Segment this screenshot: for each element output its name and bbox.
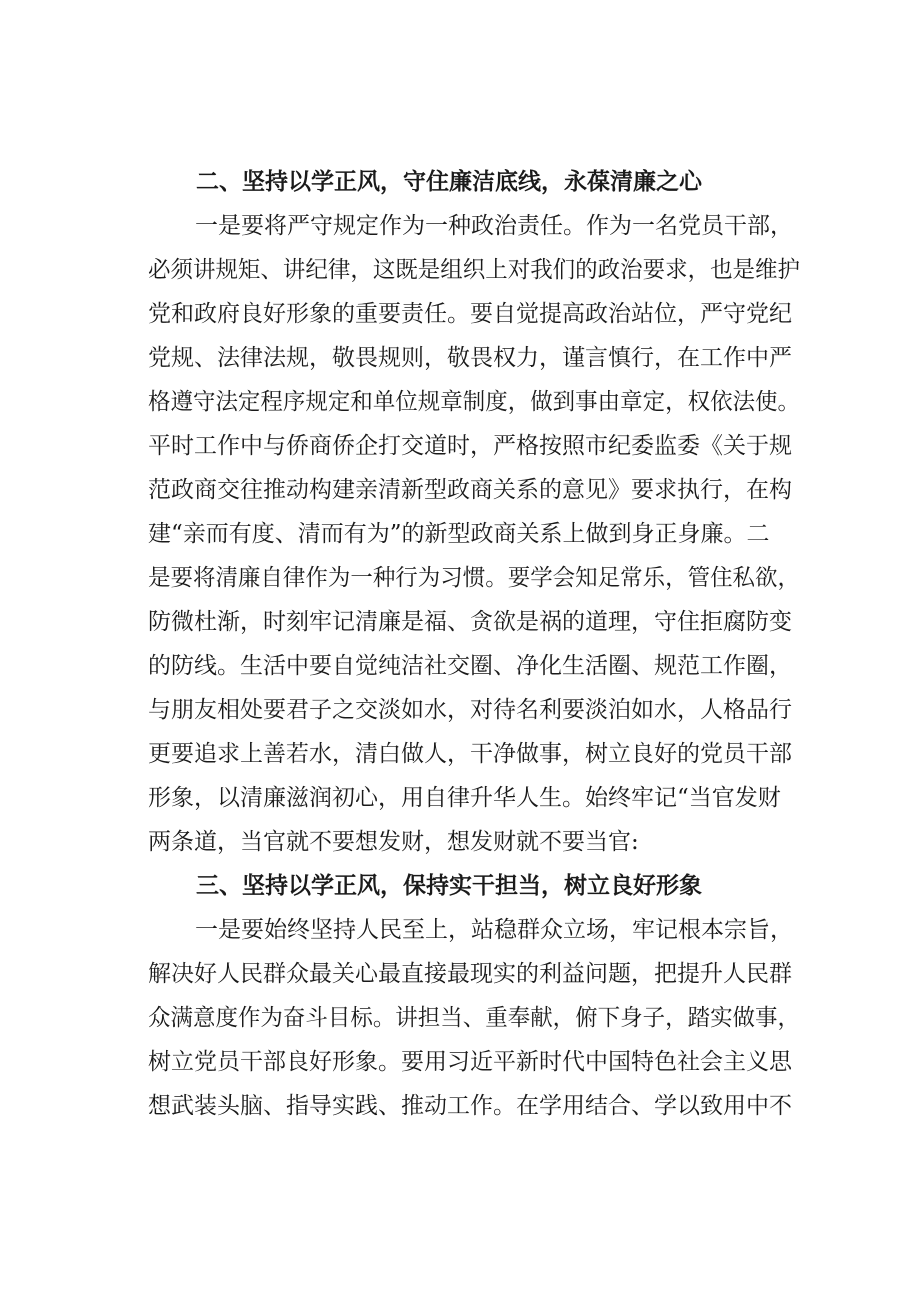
paragraph-line: 建“亲而有度、清而有为”的新型政商关系上做到身正身廉。二 <box>148 521 770 547</box>
section-heading: 三、坚持以学正风，保持实干担当，树立良好形象 <box>196 873 702 899</box>
paragraph-line: 一是要始终坚持人民至上，站稳群众立场，牢记根本宗旨， <box>195 917 793 943</box>
paragraph-line: 想武装头脑、指导实践、推动工作。在学用结合、学以致用中不 <box>148 1093 792 1119</box>
section-heading: 二、坚持以学正风，守住廉洁底线，永葆清廉之心 <box>196 169 702 195</box>
paragraph-line: 解决好人民群众最关心最直接最现实的利益问题，把提升人民群 <box>148 961 792 987</box>
paragraph-line: 更要追求上善若水，清白做人，干净做事，树立良好的党员干部 <box>148 741 792 767</box>
paragraph-line: 党和政府良好形象的重要责任。要自觉提高政治站位，严守党纪 <box>148 301 792 327</box>
paragraph-line: 的防线。生活中要自觉纯洁社交圈、净化生活圈、规范工作圈， <box>148 653 792 679</box>
paragraph-line: 党规、法律法规，敬畏规则，敬畏权力，谨言慎行，在工作中严 <box>148 345 792 371</box>
paragraph-line: 形象，以清廉滋润初心，用自律升华人生。始终牢记“当官发财 <box>148 785 781 811</box>
paragraph-line: 防微杜渐，时刻牢记清廉是福、贪欲是祸的道理，守住拒腐防变 <box>148 609 792 635</box>
paragraph-line: 格遵守法定程序规定和单位规章制度，做到事由章定，权依法使。 <box>148 389 800 415</box>
paragraph-line: 与朋友相处要君子之交淡如水，对待名利要淡泊如水，人格品行 <box>148 697 792 723</box>
paragraph-line: 必须讲规矩、讲纪律，这既是组织上对我们的政治要求，也是维护 <box>148 257 800 283</box>
paragraph-line: 两条道，当官就不要想发财，想发财就不要当官: <box>148 829 639 855</box>
paragraph-line: 范政商交往推动构建亲清新型政商关系的意见》要求执行，在构 <box>148 477 792 503</box>
paragraph-line: 一是要将严守规定作为一种政治责任。作为一名党员干部， <box>195 213 793 239</box>
paragraph-line: 是要将清廉自律作为一种行为习惯。要学会知足常乐，管住私欲， <box>148 565 800 591</box>
paragraph-line: 树立党员干部良好形象。要用习近平新时代中国特色社会主义思 <box>148 1049 792 1075</box>
paragraph-line: 众满意度作为奋斗目标。讲担当、重奉献，俯下身子，踏实做事， <box>148 1005 800 1031</box>
paragraph-line: 平时工作中与侨商侨企打交道时，严格按照市纪委监委《关于规 <box>148 433 792 459</box>
